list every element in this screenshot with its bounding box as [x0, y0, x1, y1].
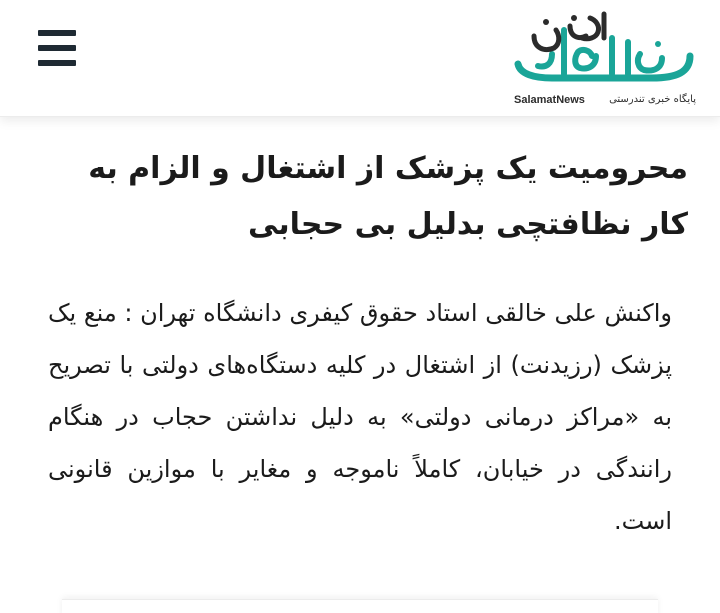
salamat-news-logo-icon	[512, 8, 698, 92]
article-title: محرومیت یک پزشک از اشتغال و الزام به کار نظافتچی بدلیل بی حجابی	[88, 151, 688, 242]
site-header	[0, 0, 720, 117]
site-logo[interactable]	[512, 8, 698, 112]
hamburger-menu-icon-bar-middle	[38, 45, 76, 51]
menu-button[interactable]	[30, 26, 84, 70]
article-body: واکنش علی خالقی استاد حقوق کیفری دانشگاه تهران : منع یک پزشک (رزیدنت) از اشتغال در کلیه دستگاه‌های دولتی با تصریح به «مراکز درمانی دولتی» به دلیل نداشتن حجاب در هنگام رانندگی در خیابان، کاملاً ناموجه و مغایر با موازین قانونی است.	[48, 299, 672, 535]
hamburger-menu-icon-bar-top	[38, 30, 76, 36]
logo-tagline: پایگاه خبری تندرستی	[609, 94, 696, 105]
article-content	[0, 117, 720, 613]
logo-english-name: SalamatNews	[514, 94, 585, 106]
hamburger-menu-icon-bar-bottom	[38, 60, 76, 66]
next-card	[62, 599, 658, 613]
